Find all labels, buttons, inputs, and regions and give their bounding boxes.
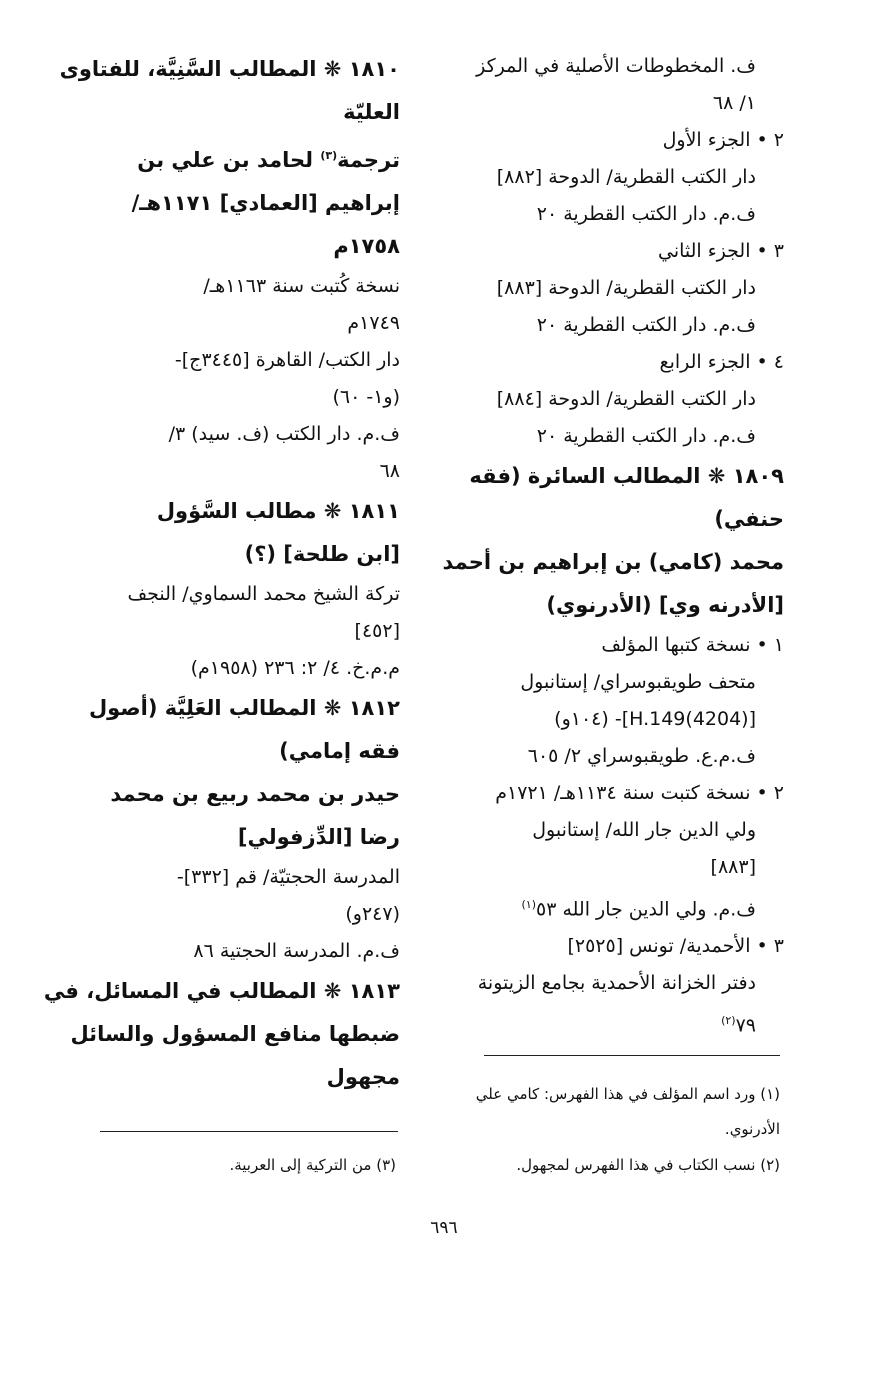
left-column-line: مجهول <box>326 1065 400 1089</box>
left-column-line: (و١- ٦٠) <box>332 386 400 408</box>
right-column-line: حنفي) <box>714 507 784 531</box>
right-column-line: ف.م. دار الكتب القطرية ٢٠ <box>536 314 756 336</box>
right-column-line: ف.م. دار الكتب القطرية ٢٠ <box>536 203 756 225</box>
footnote-left-3: (٣) من التركية إلى العربية. <box>229 1156 396 1174</box>
right-column-line: ف. المخطوطات الأصلية في المركز <box>476 55 756 77</box>
left-column-line: نسخة كُتبت سنة ١١٦٣هـ/ <box>203 275 400 297</box>
right-column-line: ١ • نسخة كتبها المؤلف <box>601 634 784 656</box>
right-column-line: [الأدرنه وي] (الأدرنوي) <box>546 593 784 617</box>
right-column-line: ٣ • الأحمدية/ تونس [٢٥٢٥] <box>567 935 784 958</box>
right-column-line: ١٨٠٩ ❋ المطالب السائرة (فقه <box>469 464 784 488</box>
right-column-line: دار الكتب القطرية/ الدوحة [٨٨٣] <box>496 277 756 299</box>
right-column-line: [٨٨٣] <box>710 856 756 878</box>
left-column <box>43 48 400 1099</box>
left-column-line: [٤٥٢] <box>354 620 400 642</box>
left-column-line: العليّة <box>343 100 400 124</box>
left-column-line: ١٨١٢ ❋ المطالب العَلِيَّة (أصول <box>88 696 400 720</box>
left-column-line: فقه إمامي) <box>279 739 400 763</box>
footnote-right-2: (٢) نسب الكتاب في هذا الفهرس لمجهول. <box>516 1156 780 1174</box>
footnote-rule-left <box>100 1131 398 1132</box>
right-column-line: ٧٩$^{(٢)}$ <box>721 1014 756 1037</box>
right-column-line: دفتر الخزانة الأحمدية بجامع الزيتونة <box>477 972 756 995</box>
page-number: ٦٩٦ <box>430 1218 458 1238</box>
right-column-line: [(4204)H.149]- (١٠٤و) <box>554 708 756 730</box>
left-column-line: ضبطها منافع المسؤول والسائل <box>70 1022 400 1046</box>
left-column-line: م.م.خ. ٤/ ٢: ٢٣٦ (١٩٥٨م) <box>190 657 400 679</box>
left-column-line: (٢٤٧و) <box>345 903 400 925</box>
right-column-line: ف.م. ولي الدين جار الله ٥٣$^{(١)}$ <box>521 898 756 921</box>
left-column-line: ٦٨ <box>379 460 400 482</box>
right-column-line: محمد (كامي) بن إبراهيم بن أحمد <box>442 550 784 574</box>
right-column-line: دار الكتب القطرية/ الدوحة [٨٨٤] <box>496 388 756 410</box>
left-column-line: ١٧٥٨م <box>333 234 400 258</box>
right-column-line: ٣ • الجزء الثاني <box>657 240 784 262</box>
left-column-line: المدرسة الحجتيّة/ قم [٣٣٢]- <box>176 866 400 888</box>
right-column-line: ١/ ٦٨ <box>712 92 756 114</box>
left-column-line: ف.م. دار الكتب (ف. سيد) ٣/ <box>168 423 400 445</box>
right-column-line: متحف طويقبوسراي/ إستانبول <box>520 671 756 693</box>
footnote-right-1-cont: الأدرنوي. <box>724 1120 780 1138</box>
right-column-line: ٢ • الجزء الأول <box>662 129 784 151</box>
footnote-right-1: (١) ورد اسم المؤلف في هذا الفهرس: كامي علي <box>475 1085 780 1103</box>
footnote-marker: (٢) <box>721 1014 736 1028</box>
left-column-line: دار الكتب/ القاهرة [٣٤٤٥ج]- <box>174 349 400 371</box>
left-column-line: تركة الشيخ محمد السماوي/ النجف <box>127 583 400 605</box>
footnote-marker: (٣) <box>320 149 338 162</box>
right-column-line: ف.م.ع. طويقبوسراي ٢/ ٦٠٥ <box>527 745 756 767</box>
footnote-marker: (١) <box>521 898 536 911</box>
left-column-line: ١٨١٣ ❋ المطالب في المسائل، في <box>43 979 400 1003</box>
right-column-line: ٢ • نسخة كتبت سنة ١١٣٤هـ/ ١٧٢١م <box>495 782 784 804</box>
left-column-line: ١٧٤٩م <box>347 312 400 334</box>
left-column-line: ف.م. المدرسة الحجتية ٨٦ <box>193 940 400 962</box>
left-column-line: ترجمة$^{(٣)}$ لحامد بن علي بن <box>137 148 400 172</box>
right-column-line: ولي الدين جار الله/ إستانبول <box>532 819 756 841</box>
left-column-line: إبراهيم [العمادي] ١١٧١هـ/ <box>131 191 400 215</box>
footnote-rule-right <box>484 1055 780 1056</box>
left-column-line: ١٨١١ ❋ مطالب السَّؤول <box>156 499 400 523</box>
right-column-line: ٤ • الجزء الرابع <box>659 351 784 373</box>
left-column-line: [ابن طلحة] (؟) <box>244 542 400 566</box>
left-column-line: ١٨١٠ ❋ المطالب السَّنِيَّة، للفتاوى <box>59 57 400 81</box>
right-column-line: ف.م. دار الكتب القطرية ٢٠ <box>536 425 756 447</box>
left-column-line: رضا [الدِّزفولي] <box>237 825 400 849</box>
right-column <box>442 48 784 1045</box>
left-column-line: حيدر بن محمد ربيع بن محمد <box>110 782 400 806</box>
right-column-line: دار الكتب القطرية/ الدوحة [٨٨٢] <box>496 166 756 188</box>
